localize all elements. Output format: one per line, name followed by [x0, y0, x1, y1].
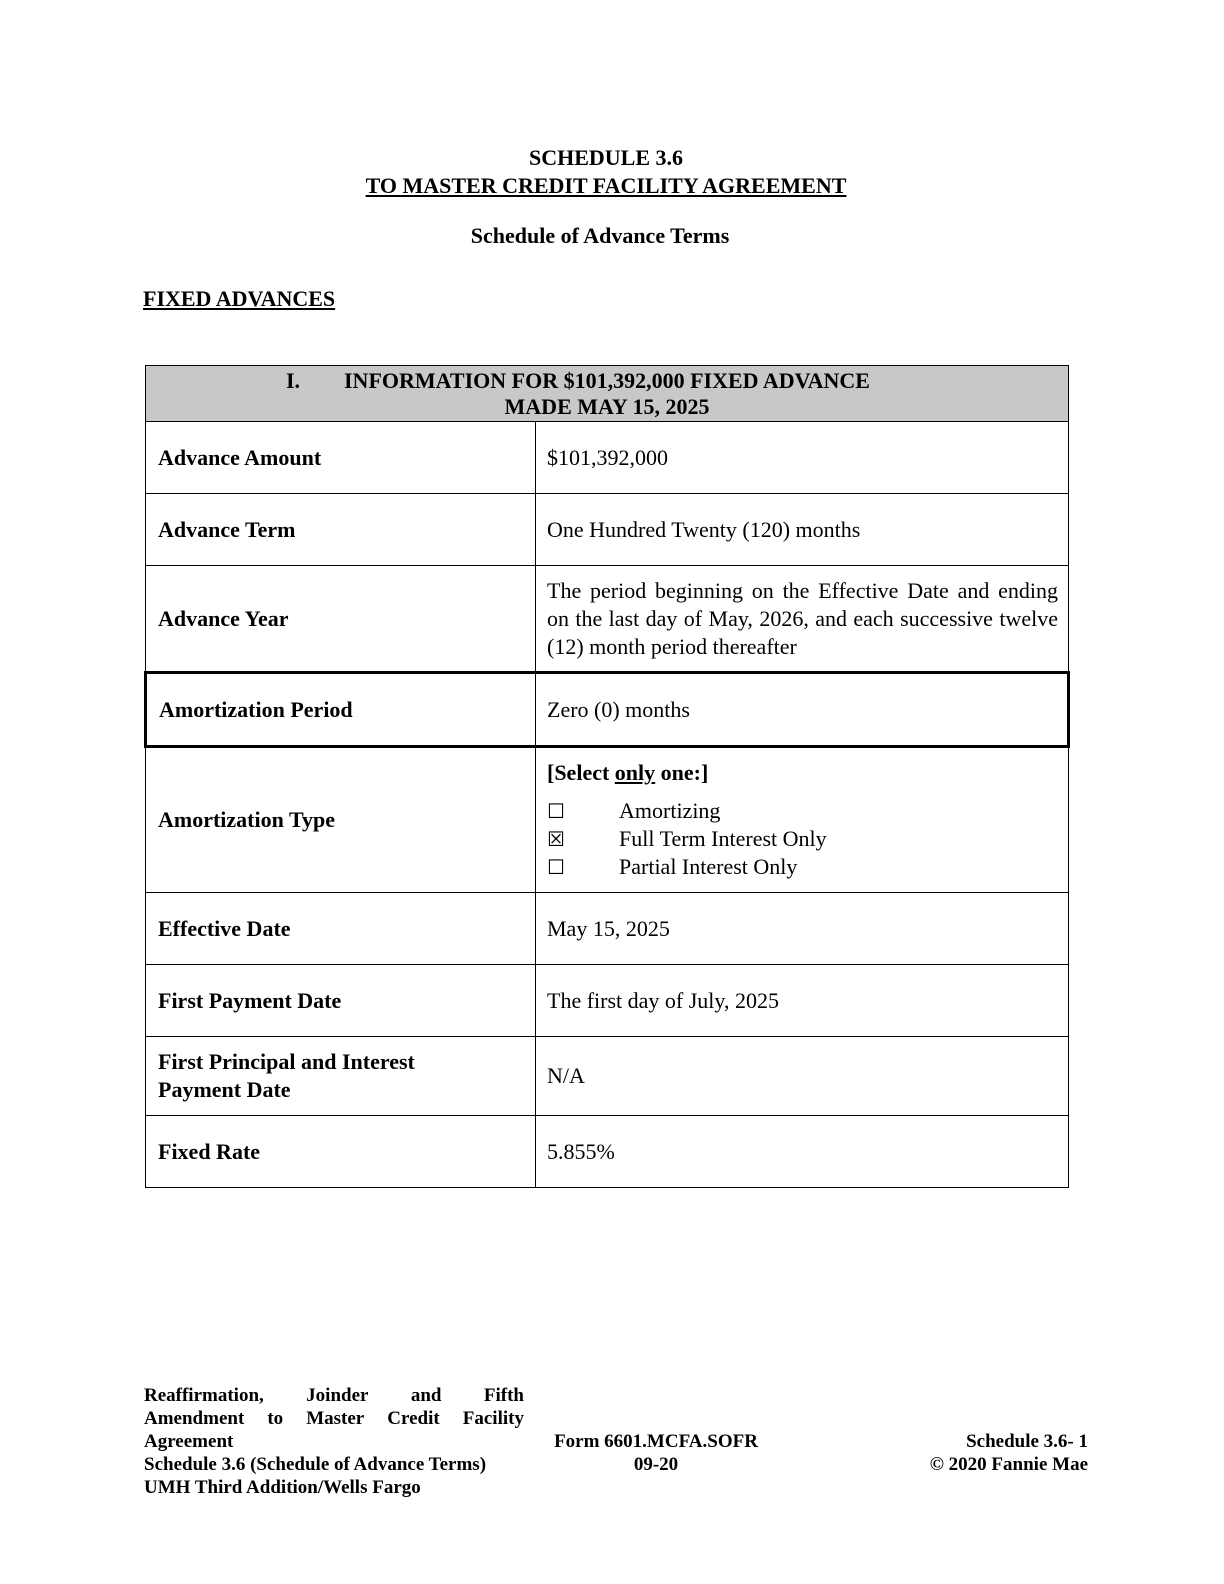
document-title: [0, 144, 1224, 200]
row-label: First Principal and Interest Payment Date: [146, 1037, 536, 1116]
table-row: [146, 673, 1069, 747]
checkbox-checked-icon[interactable]: ☒: [547, 827, 565, 851]
section-roman-numeral: I.: [286, 367, 301, 393]
option-amortizing: [547, 797, 1058, 825]
section-heading: FIXED ADVANCES: [143, 286, 336, 311]
footer-document-info: Reaffirmation, Joinder and Fifth Amendment to Master Credit Facility Agreement Schedule 3.6 (Schedule of Advance Terms) UMH Third Addition/Wells Fargo: [144, 1385, 524, 1498]
row-value: The first day of July, 2025: [536, 965, 1069, 1037]
schedule-subtitle: Schedule of Advance Terms: [470, 223, 730, 248]
option-full-term-interest-only: [547, 825, 1058, 853]
table-heading-line2: MADE MAY 15, 2025: [504, 393, 710, 419]
checkbox-unchecked-icon[interactable]: ☐: [547, 855, 565, 879]
row-value: May 15, 2025: [536, 893, 1069, 965]
table-row: [146, 747, 1069, 893]
option-label: Full Term Interest Only: [619, 826, 827, 851]
table-header: [146, 366, 1069, 422]
select-instruction: [Select only one:]: [547, 760, 709, 785]
schedule-number: SCHEDULE 3.6: [528, 145, 684, 170]
checkbox-unchecked-icon[interactable]: ☐: [547, 799, 565, 823]
row-label: Fixed Rate: [146, 1116, 536, 1188]
row-label: Advance Year: [146, 566, 536, 673]
row-value: $101,392,000: [536, 422, 1069, 494]
row-value: Zero (0) months: [536, 673, 1069, 747]
table-heading-line1: INFORMATION FOR $101,392,000 FIXED ADVANCE: [344, 367, 870, 393]
row-value: The period beginning on the Effective Date and ending on the last day of May, 2026, and each successive twelve (12) month period thereafter: [536, 566, 1069, 673]
row-value: N/A: [536, 1037, 1069, 1116]
footer-form-number: Form 6601.MCFA.SOFR 09-20: [554, 1431, 758, 1475]
table-row: [146, 965, 1069, 1037]
table-row: [146, 1116, 1069, 1188]
footer-page-number: Schedule 3.6- 1 © 2020 Fannie Mae: [929, 1431, 1088, 1475]
row-label: Amortization Period: [146, 673, 536, 747]
option-label: Partial Interest Only: [619, 854, 798, 879]
table-row: [146, 1037, 1069, 1116]
option-partial-interest-only: [547, 853, 1058, 881]
row-label: Effective Date: [146, 893, 536, 965]
row-label: Advance Amount: [146, 422, 536, 494]
table-header-row: [146, 366, 1069, 422]
row-value: 5.855%: [536, 1116, 1069, 1188]
row-label: Amortization Type: [146, 747, 536, 893]
table-row: [146, 422, 1069, 494]
advance-terms-table: [144, 365, 1070, 1188]
option-label: Amortizing: [619, 798, 721, 823]
row-label: Advance Term: [146, 494, 536, 566]
row-label: First Payment Date: [146, 965, 536, 1037]
agreement-title: TO MASTER CREDIT FACILITY AGREEMENT: [365, 173, 847, 198]
row-value: One Hundred Twenty (120) months: [536, 494, 1069, 566]
amortization-type-options: [536, 747, 1069, 893]
table-row: [146, 566, 1069, 673]
table-row: [146, 494, 1069, 566]
table-row: [146, 893, 1069, 965]
